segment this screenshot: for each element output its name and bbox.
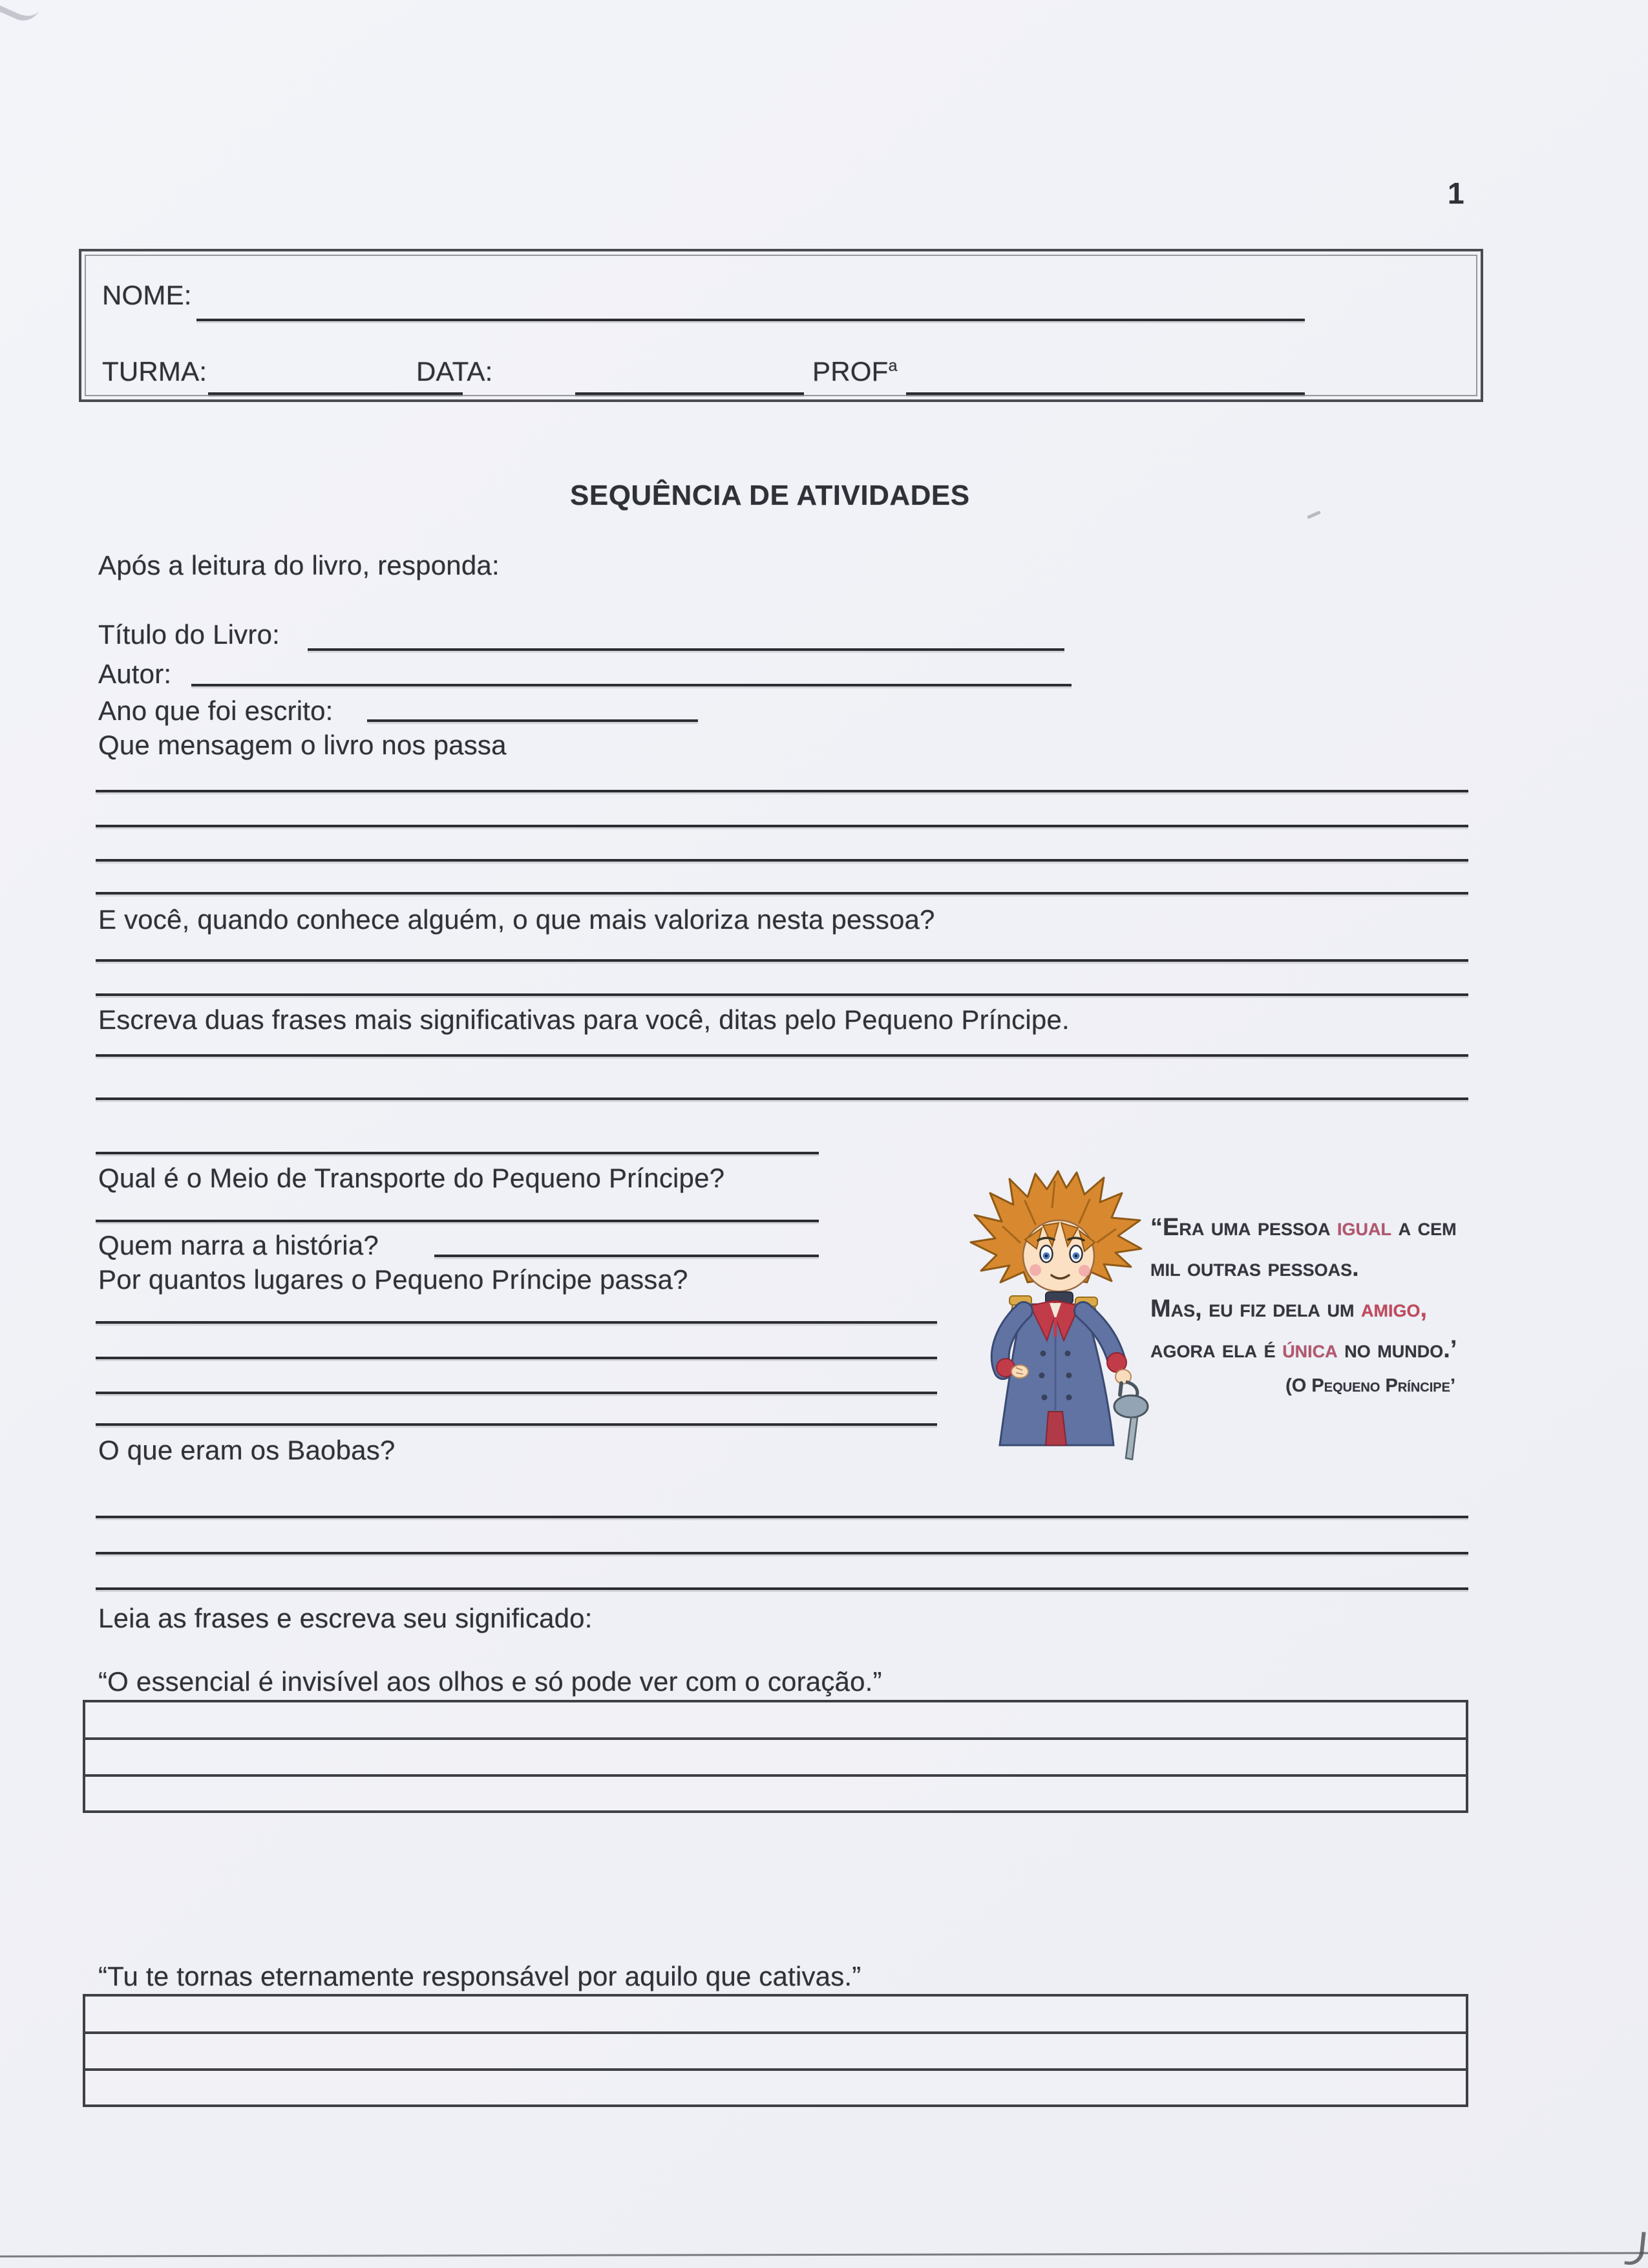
answer-line xyxy=(96,790,1468,792)
turma-label: TURMA: xyxy=(102,356,207,387)
student-info-box xyxy=(79,249,1483,402)
significado-instruction: Leia as frases e escreva seu significado: xyxy=(98,1603,593,1633)
titulo-label: Título do Livro: xyxy=(98,619,280,650)
answer-line xyxy=(96,1220,819,1222)
data-blank-line xyxy=(575,392,804,395)
titulo-blank-line xyxy=(308,648,1064,651)
answer-box-line xyxy=(85,2068,1466,2071)
quote-highlight: amigo, xyxy=(1361,1295,1428,1322)
scan-edge-artifact xyxy=(1624,2231,1645,2267)
prince-face xyxy=(1023,1220,1095,1291)
answer-line xyxy=(96,1516,1468,1518)
narrador-blank-line xyxy=(434,1255,819,1257)
scan-smudge-artifact xyxy=(1307,511,1321,520)
answer-line xyxy=(96,1423,937,1426)
quote-highlight: única xyxy=(1282,1336,1338,1363)
autor-label: Autor: xyxy=(98,659,172,689)
answer-box-frase1 xyxy=(83,1700,1468,1813)
ano-label: Ano que foi escrito: xyxy=(98,695,333,726)
mensagem-question: Que mensagem o livro nos passa xyxy=(98,730,507,760)
answer-box-line xyxy=(85,1774,1466,1777)
answer-line xyxy=(96,1392,937,1394)
narrador-question: Quem narra a história? xyxy=(98,1230,379,1260)
scan-bottom-line-artifact xyxy=(0,2252,1648,2257)
prof-label: PROF$^a$ xyxy=(812,356,898,387)
answer-line xyxy=(96,1097,1468,1100)
little-prince-illustration xyxy=(958,1167,1171,1465)
answer-line xyxy=(96,825,1468,827)
answer-line xyxy=(96,1321,937,1324)
turma-blank-line xyxy=(208,392,463,395)
quote-highlight: igual xyxy=(1337,1214,1392,1241)
nome-blank-line xyxy=(196,319,1305,321)
frases-question: Escreva duas frases mais significativas para você, ditas pelo Pequeno Príncipe. xyxy=(98,1004,1070,1035)
answer-box-line xyxy=(85,2031,1466,2034)
answer-line xyxy=(96,1357,937,1359)
prof-sup: a xyxy=(888,357,898,375)
lugares-question: Por quantos lugares o Pequeno Príncipe passa? xyxy=(98,1264,688,1295)
answer-line xyxy=(96,892,1468,895)
answer-box-frase2 xyxy=(83,1994,1468,2107)
answer-line xyxy=(96,1587,1468,1590)
quote-line: agora ela é única no mundo.’ xyxy=(1150,1336,1457,1363)
frase2-text: “Tu te tornas eternamente responsável por aquilo que cativas.” xyxy=(98,1961,861,1991)
valoriza-question: E você, quando conhece alguém, o que mais valoriza nesta pessoa? xyxy=(98,904,935,935)
quote-line: mil outras pessoas. xyxy=(1150,1255,1359,1282)
answer-line xyxy=(96,859,1468,862)
autor-blank-line xyxy=(191,684,1072,686)
frase1-text: “O essencial é invisível aos olhos e só pode ver com o coração.” xyxy=(98,1666,882,1697)
answer-box-line xyxy=(85,1737,1466,1740)
worksheet-title: SEQUÊNCIA DE ATIVIDADES xyxy=(570,480,970,511)
quote-line: Mas, eu fiz dela um amigo, xyxy=(1150,1295,1428,1322)
answer-line xyxy=(96,993,1468,996)
answer-line xyxy=(96,1552,1468,1554)
scan-corner-artifact xyxy=(0,0,43,26)
quote-attribution: (O Pequeno Príncipe’ xyxy=(1285,1375,1455,1396)
intro-text: Após a leitura do livro, responda: xyxy=(98,550,500,580)
answer-line xyxy=(96,959,1468,962)
prof-blank-line xyxy=(906,392,1305,395)
transporte-question: Qual é o Meio de Transporte do Pequeno Príncipe? xyxy=(98,1163,725,1193)
prince-sword-icon xyxy=(1114,1382,1148,1459)
data-label: DATA: xyxy=(416,356,493,387)
page-number: 1 xyxy=(1448,176,1464,210)
baobas-question: O que eram os Baobas? xyxy=(98,1435,396,1465)
prince-body xyxy=(997,1292,1131,1445)
ano-blank-line xyxy=(367,719,698,722)
answer-line xyxy=(96,1054,1468,1057)
nome-label: NOME: xyxy=(102,280,192,310)
answer-line xyxy=(96,1152,819,1154)
quote-line: “Era uma pessoa igual a cem xyxy=(1150,1214,1457,1241)
prince-quote xyxy=(1150,1207,1480,1400)
